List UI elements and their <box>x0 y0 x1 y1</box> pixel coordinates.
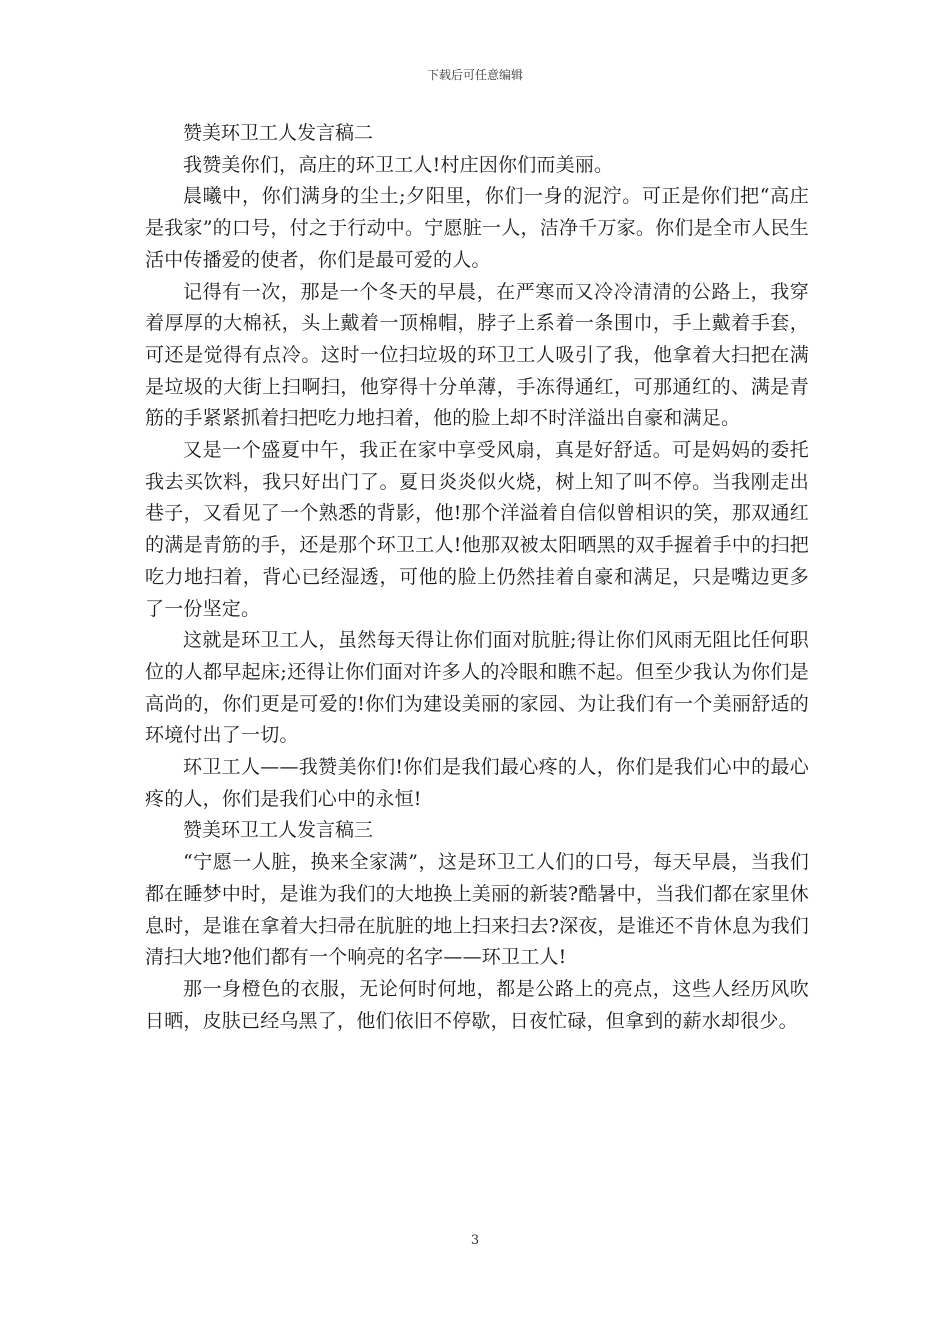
paragraph: 这就是环卫工人，虽然每天得让你们面对肮脏;得让你们风雨无阻比任何职位的人都早起床;还得让你们面对许多人的冷眼和瞧不起。但至少我认为你们是高尚的，你们更是可爱的!你们为建设美丽的家园、为让我们有一个美丽舒适的环境付出了一切。 <box>145 629 809 747</box>
paragraph: 我赞美你们，高庄的环卫工人!村庄因你们而美丽。 <box>183 153 614 176</box>
section-heading: 赞美环卫工人发言稿二 <box>183 122 374 144</box>
page-header: 下载后可任意编辑 <box>426 68 523 82</box>
paragraph: 那一身橙色的衣服，无论何时何地，都是公路上的亮点，这些人经历风吹日晒，皮肤已经乌黑了，他们依旧不停歇，日夜忙碌，但拿到的薪水却很少。 <box>145 977 809 1032</box>
paragraph: 晨曦中，你们满身的尘土;夕阳里，你们一身的泥泞。可正是你们把“高庄是我家”的口号，付之于行动中。宁愿脏一人，洁净千万家。你们是全市人民生活中传播爱的使者，你们是最可爱的人。 <box>145 185 809 271</box>
paragraph: 记得有一次，那是一个冬天的早晨，在严寒而又冷冷清清的公路上，我穿着厚厚的大棉袄，头上戴着一顶棉帽，脖子上系着一条围巾，手上戴着手套，可还是觉得有点冷。这时一位扫垃圾的环卫工人吸引了我，他拿着大扫把在满是垃圾的大街上扫啊扫，他穿得十分单薄，手冻得通红，可那通红的、满是青筋的手紧紧抓着扫把吃力地扫着，他的脸上却不时洋溢出自豪和满足。 <box>145 280 809 430</box>
paragraph: 环卫工人——我赞美你们!你们是我们最心疼的人，你们是我们心中的最心疼的人，你们是我们心中的永恒! <box>145 756 809 810</box>
paragraph: 又是一个盛夏中午，我正在家中享受风扇，真是好舒适。可是妈妈的委托我去买饮料，我只好出门了。夏日炎炎似火烧，树上知了叫不停。当我刚走出巷子，又看见了一个熟悉的背影，他!那个洋溢着自信似曾相识的笑，那双通红的满是青筋的手，还是那个环卫工人!他那双被太阳晒黑的双手握着手中的扫把吃力地扫着，背心已经湿透，可他的脸上仍然挂着自豪和满足，只是嘴边更多了一份坚定。 <box>145 439 809 620</box>
section-heading: 赞美环卫工人发言稿三 <box>183 819 374 842</box>
page-number: 3 <box>470 1233 480 1248</box>
paragraph: “宁愿一人脏，换来全家满”，这是环卫工人们的口号，每天早晨，当我们都在睡梦中时，是谁为我们的大地换上美丽的新装?酷暑中，当我们都在家里休息时，是谁在拿着大扫帚在肮脏的地上扫来扫去?深夜，是谁还不肯休息为我们清扫大地?他们都有一个响亮的名字——环卫工人! <box>145 851 809 969</box>
document-body <box>145 118 809 1037</box>
